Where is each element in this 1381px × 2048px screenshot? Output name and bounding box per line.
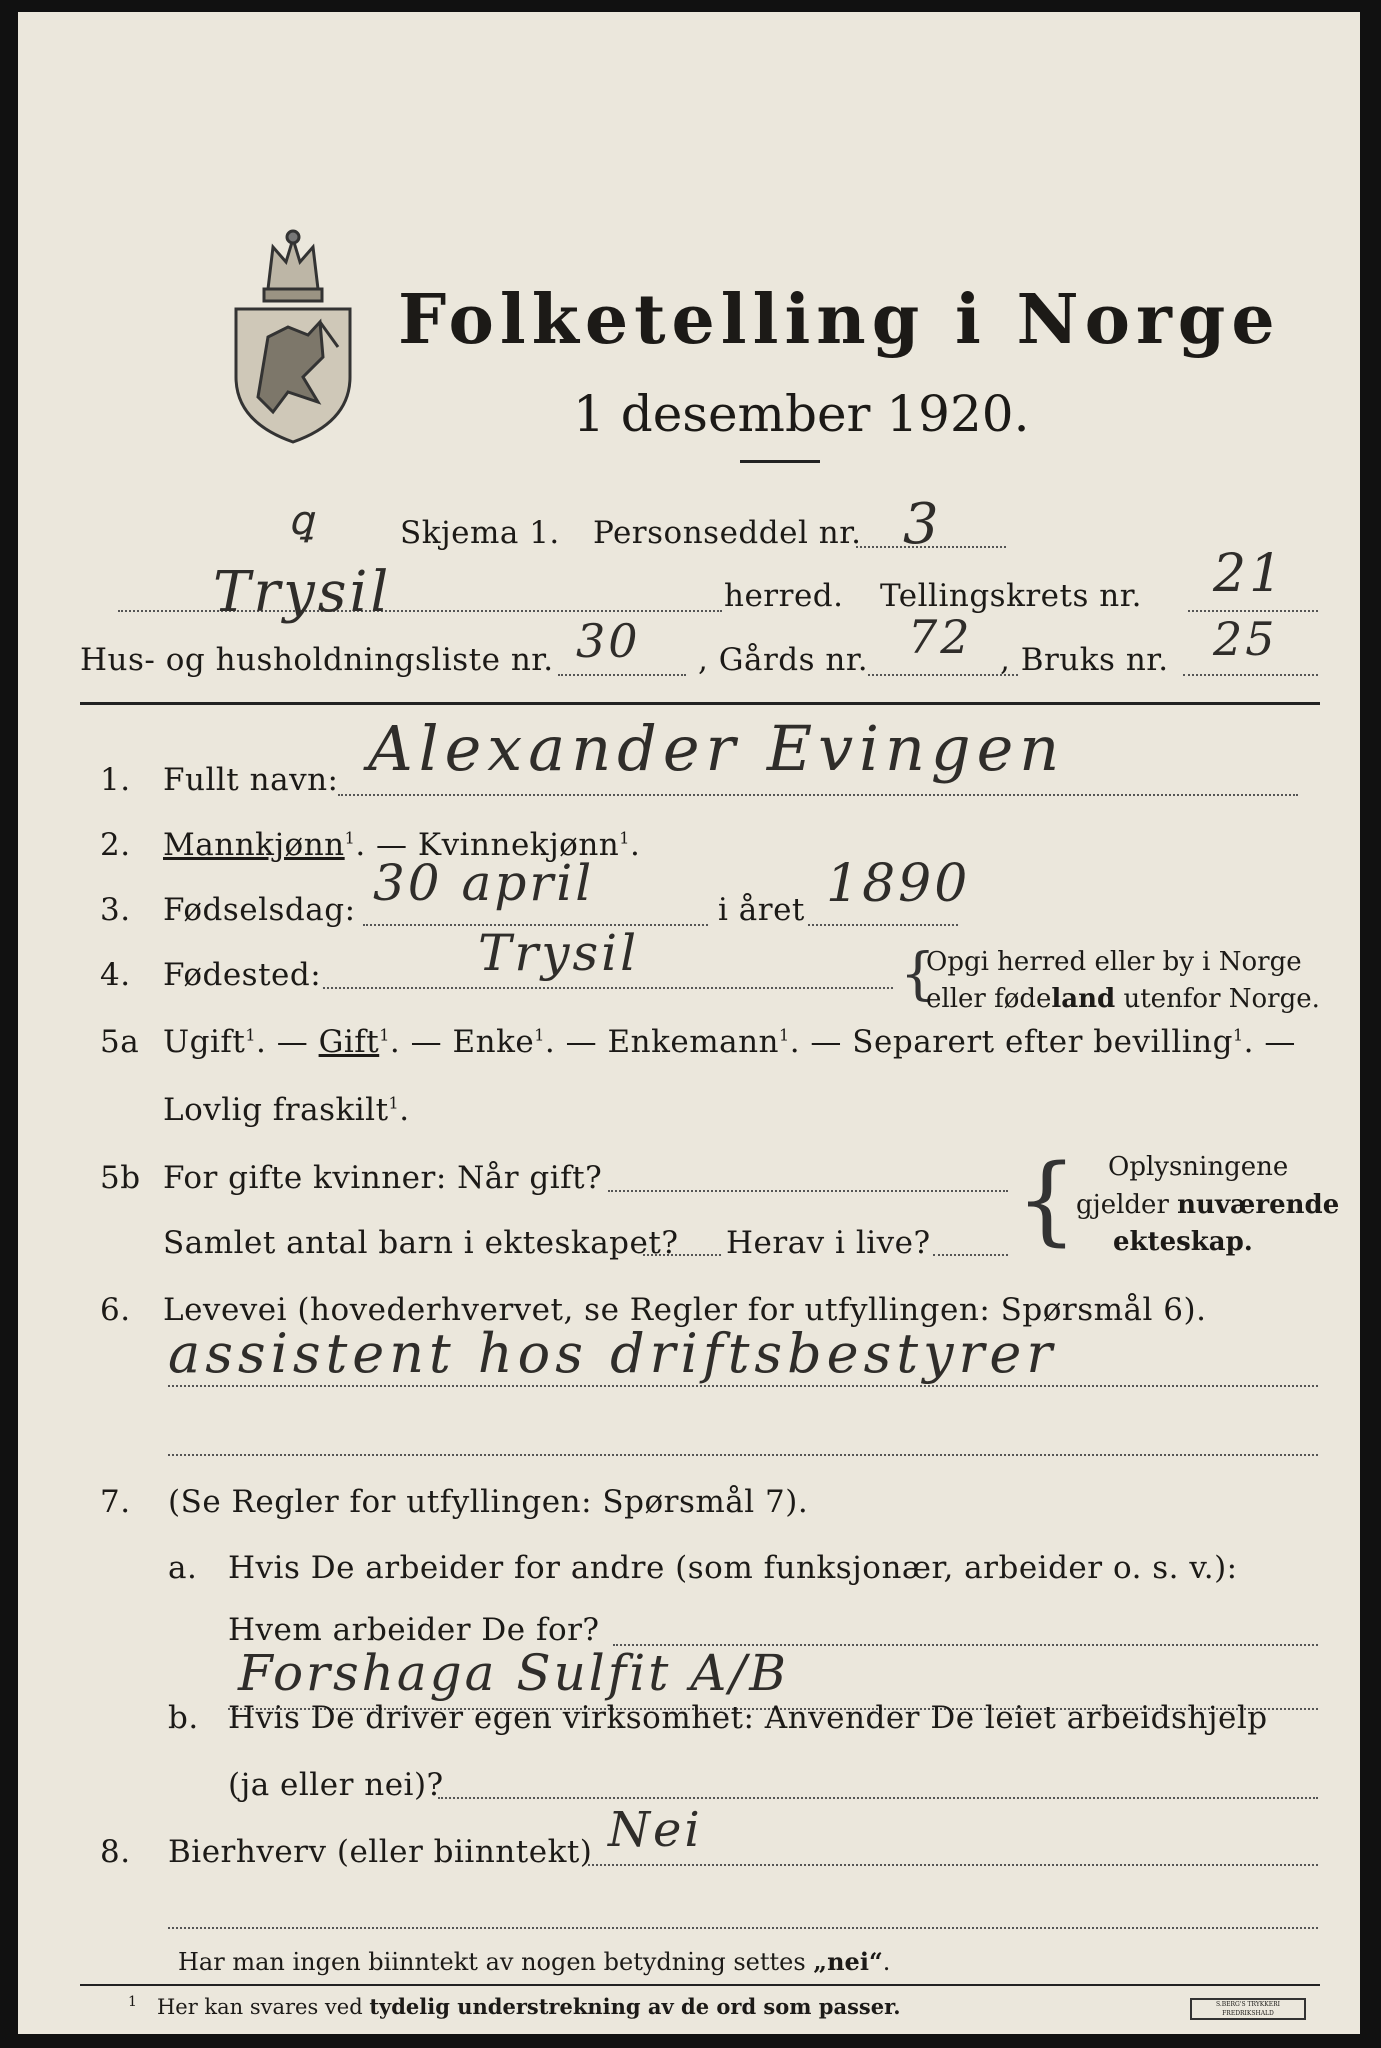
herred-line <box>118 610 722 612</box>
q4-number: 4. <box>100 957 131 993</box>
q4-line <box>323 987 893 989</box>
q3-aaret-label: i året <box>718 892 805 928</box>
q5a-number: 5a <box>100 1024 140 1060</box>
q1-number: 1. <box>100 762 131 798</box>
q1-label: Fullt navn: <box>163 762 339 798</box>
q1-line <box>338 794 1298 796</box>
q3-aaret-line <box>808 924 958 926</box>
coat-of-arms-icon <box>228 227 358 447</box>
q3-aaret-value: 1890 <box>826 854 971 914</box>
q6-value: assistent hos driftsbestyrer <box>168 1322 1058 1385</box>
bruks-label: , Bruks nr. <box>1000 642 1169 678</box>
q5a-ugift: Ugift <box>163 1024 246 1060</box>
q5a-lovlig: Lovlig fraskilt$^1$. <box>163 1092 410 1128</box>
q7b-sub: (ja eller nei)? <box>228 1767 444 1803</box>
herred-value: Trysil <box>213 560 392 625</box>
q5b-brace: { <box>1016 1144 1078 1256</box>
footer-rule <box>80 1984 1320 1986</box>
footnote: $^1$ Her kan svares ved tydelig understrekning av de ord som passer. <box>128 1994 901 2019</box>
bruks-value: 25 <box>1213 612 1278 666</box>
q8-number: 8. <box>100 1834 131 1870</box>
census-date: 1 desember 1920. <box>573 385 1030 443</box>
skjema-label: Skjema 1. <box>400 515 560 551</box>
printer-stamp: S.BERG'S TRYKKERI FREDRIKSHALD <box>1190 1998 1306 2020</box>
q5b-live-line <box>933 1254 1008 1256</box>
q8-line2 <box>168 1927 1318 1929</box>
q5b-note3: ekteskap. <box>1113 1227 1253 1257</box>
q5b-line <box>608 1190 1008 1192</box>
q8-value: Nei <box>608 1802 703 1858</box>
q7-label: (Se Regler for utfyllingen: Spørsmål 7). <box>168 1484 809 1520</box>
footer-note: Har man ingen biinntekt av nogen betydning settes „nei“. <box>178 1947 891 1976</box>
q5b-barn-label: Samlet antal barn i ekteskapet? <box>163 1225 679 1261</box>
q2-kvinne: Kvinnekjønn <box>417 827 620 863</box>
hus-label: Hus- og husholdningsliste nr. <box>80 642 554 678</box>
tick-mark: ꝗ <box>288 498 317 544</box>
q2-text: Mannkjønn$^1$. — Kvinnekjønn$^1$. <box>163 827 641 863</box>
q7a-sub: Hvem arbeider De for? <box>228 1612 600 1648</box>
q5b-number: 5b <box>100 1160 141 1196</box>
census-form <box>18 12 1360 2034</box>
q5a-text: Ugift$^1$. — Gift$^1$. — Enke$^1$. — Enkemann$^1$. — Separert efter bevilling$^1$. — <box>163 1024 1296 1060</box>
q4-value: Trysil <box>478 924 640 982</box>
q4-brace: { <box>900 942 936 1007</box>
q4-note-line1: Opgi herred eller by i Norge <box>926 947 1302 977</box>
hus-line <box>558 674 686 676</box>
personseddel-label: Personseddel nr. <box>593 515 862 551</box>
q8-line1 <box>588 1864 1318 1866</box>
q5b-note1: Oplysningene <box>1108 1152 1289 1182</box>
gards-label: , Gårds nr. <box>698 642 869 678</box>
tellingskrets-label: Tellingskrets nr. <box>880 578 1142 614</box>
q5b-label: For gifte kvinner: Når gift? <box>163 1160 603 1196</box>
q5a-enke: Enke <box>452 1024 535 1060</box>
form-title: Folketelling i Norge <box>398 280 1281 360</box>
herred-label: herred. <box>724 578 844 614</box>
hus-value: 30 <box>576 614 641 668</box>
q5b-live-label: Herav i live? <box>726 1225 931 1261</box>
q6-number: 6. <box>100 1292 131 1328</box>
gards-line <box>868 674 1018 676</box>
q7a-label: Hvis De arbeider for andre (som funksjonær, arbeider o. s. v.): <box>228 1550 1238 1586</box>
q6-line1 <box>168 1385 1318 1387</box>
q3-number: 3. <box>100 892 131 928</box>
q1-value: Alexander Evingen <box>368 712 1066 785</box>
q3-label: Fødselsdag: <box>163 892 356 928</box>
q4-label: Fødested: <box>163 957 322 993</box>
q6-label: Levevei (hovederhvervet, se Regler for utfyllingen: Spørsmål 6). <box>163 1292 1207 1328</box>
q5b-note2: gjelder nuværende <box>1076 1190 1340 1220</box>
q5a-gift: Gift <box>318 1024 380 1060</box>
q8-label: Bierhverv (eller biinntekt) <box>168 1834 593 1870</box>
q7b-line <box>438 1797 1318 1799</box>
q7a-value: Forshaga Sulfit A/B <box>238 1644 789 1702</box>
q5a-enkemann: Enkemann <box>607 1024 780 1060</box>
bruks-line <box>1183 674 1318 676</box>
q2-number: 2. <box>100 827 131 863</box>
q2-mann: Mannkjønn <box>163 827 345 863</box>
title-divider <box>740 460 820 463</box>
q4-note-line2: eller fødeland utenfor Norge. <box>926 984 1320 1014</box>
q7a-number: a. <box>168 1550 198 1586</box>
personseddel-value: 3 <box>903 492 942 557</box>
q7b-number: b. <box>168 1700 199 1736</box>
q5b-barn-line <box>643 1254 721 1256</box>
tellingskrets-value: 21 <box>1213 544 1286 604</box>
q7-number: 7. <box>100 1484 131 1520</box>
q7b-label: Hvis De driver egen virksomhet: Anvender De leiet arbeidshjelp <box>228 1700 1268 1736</box>
header-rule <box>80 702 1320 705</box>
gards-value: 72 <box>908 610 973 664</box>
q5a-separert: Separert efter bevilling <box>852 1024 1233 1060</box>
q6-line2 <box>168 1454 1318 1456</box>
q3-value: 30 april <box>373 854 595 912</box>
